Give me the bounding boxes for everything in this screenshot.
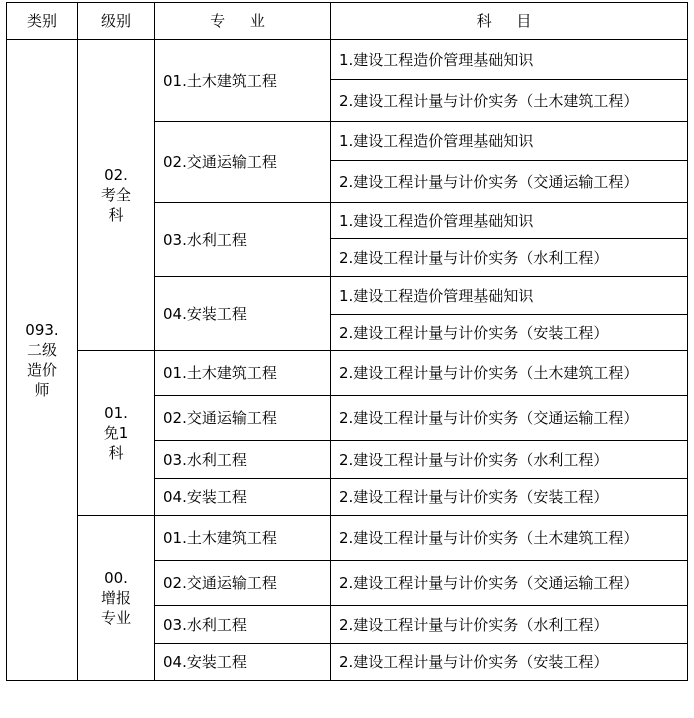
subject-cell: 2.建设工程计量与计价实务（土木建筑工程）: [331, 80, 688, 122]
subject-cell: 1.建设工程造价管理基础知识: [331, 277, 688, 315]
level-cell: 00.增报专业: [78, 516, 155, 681]
header-subject: 科 目: [331, 3, 688, 40]
major-cell: 02.交通运输工程: [155, 122, 331, 203]
major-cell: 01.土木建筑工程: [155, 516, 331, 561]
major-cell: 02.交通运输工程: [155, 561, 331, 606]
subject-cell: 1.建设工程造价管理基础知识: [331, 122, 688, 161]
subject-cell: 2.建设工程计量与计价实务（水利工程）: [331, 606, 688, 644]
header-category: 类别: [7, 3, 78, 40]
subject-cell: 2.建设工程计量与计价实务（安装工程）: [331, 479, 688, 516]
major-cell: 01.土木建筑工程: [155, 351, 331, 396]
level-cell: 01.免1科: [78, 351, 155, 516]
major-cell: 03.水利工程: [155, 606, 331, 644]
header-major: 专 业: [155, 3, 331, 40]
major-cell: 04.安装工程: [155, 479, 331, 516]
header-row: [7, 3, 688, 40]
subject-cell: 2.建设工程计量与计价实务（交通运输工程）: [331, 161, 688, 203]
subject-cell: 2.建设工程计量与计价实务（土木建筑工程）: [331, 351, 688, 396]
subject-cell: 2.建设工程计量与计价实务（交通运输工程）: [331, 396, 688, 441]
major-cell: 01.土木建筑工程: [155, 40, 331, 122]
level-cell: 02.考全科: [78, 40, 155, 351]
major-cell: 04.安装工程: [155, 644, 331, 681]
table-row: [7, 516, 688, 561]
subject-cell: 2.建设工程计量与计价实务（水利工程）: [331, 239, 688, 277]
subject-cell: 2.建设工程计量与计价实务（土木建筑工程）: [331, 516, 688, 561]
category-cell: 093.二级造价师: [7, 40, 78, 681]
major-cell: 04.安装工程: [155, 277, 331, 351]
exam-subject-table: [6, 2, 688, 681]
subject-cell: 2.建设工程计量与计价实务（水利工程）: [331, 441, 688, 479]
major-cell: 03.水利工程: [155, 203, 331, 277]
subject-cell: 2.建设工程计量与计价实务（安装工程）: [331, 644, 688, 681]
subject-cell: 2.建设工程计量与计价实务（交通运输工程）: [331, 561, 688, 606]
major-cell: 02.交通运输工程: [155, 396, 331, 441]
major-cell: 03.水利工程: [155, 441, 331, 479]
table-row: [7, 40, 688, 80]
table-row: [7, 351, 688, 396]
subject-cell: 1.建设工程造价管理基础知识: [331, 203, 688, 239]
subject-cell: 2.建设工程计量与计价实务（安装工程）: [331, 315, 688, 351]
subject-cell: 1.建设工程造价管理基础知识: [331, 40, 688, 80]
header-level: 级别: [78, 3, 155, 40]
